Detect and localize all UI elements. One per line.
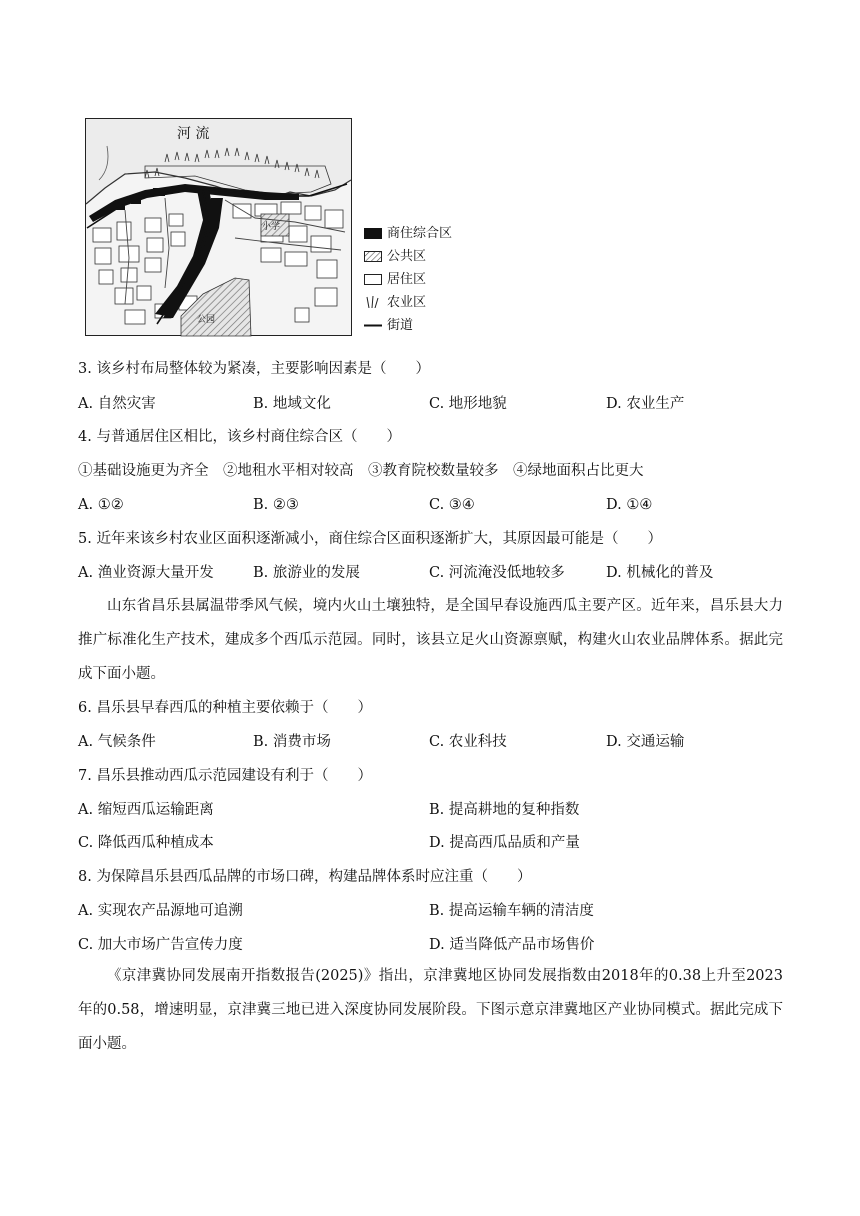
q3-option-a: A. 自然灾害 xyxy=(78,396,156,412)
q6-option-b: B. 消费市场 xyxy=(253,734,331,750)
line-symbol-icon xyxy=(364,320,382,331)
q5-stem: 5. 近年来该乡村农业区面积逐渐减小，商住综合区面积逐渐扩大，其原因最可能是（ ） xyxy=(78,531,662,547)
q4-option-d: D. ①④ xyxy=(606,497,653,513)
village-map-drawing xyxy=(85,118,353,338)
river-label: 河 流 xyxy=(177,126,210,142)
hatched-rect-icon xyxy=(364,251,382,262)
q8-option-b: B. 提高运输车辆的清洁度 xyxy=(429,903,594,919)
q6-option-d: D. 交通运输 xyxy=(606,734,685,750)
q6-stem: 6. 昌乐县早春西瓜的种植主要依赖于（ ） xyxy=(78,700,372,716)
q7-option-c: C. 降低西瓜种植成本 xyxy=(78,835,214,851)
q4-option-c: C. ③④ xyxy=(429,497,475,513)
q8-stem: 8. 为保障昌乐县西瓜品牌的市场口碑，构建品牌体系时应注重（ ） xyxy=(78,869,532,885)
q8-option-a: A. 实现农产品源地可追溯 xyxy=(78,903,243,919)
q7-option-a: A. 缩短西瓜运输距离 xyxy=(78,802,214,818)
school-label: 小学 xyxy=(262,222,281,232)
q5-option-b: B. 旅游业的发展 xyxy=(253,565,360,581)
q8-option-c: C. 加大市场广告宣传力度 xyxy=(78,937,243,953)
q3-option-c: C. 地形地貌 xyxy=(429,396,507,412)
q8-option-d: D. 适当降低产品市场售价 xyxy=(429,937,595,953)
grass-symbol-icon xyxy=(364,297,382,308)
q5-option-a: A. 渔业资源大量开发 xyxy=(78,565,214,581)
q5-option-c: C. 河流淹没低地较多 xyxy=(429,565,565,581)
q4-option-b: B. ②③ xyxy=(253,497,299,513)
passage-changle: 山东省昌乐县属温带季风气候，境内火山土壤独特，是全国早春设施西瓜主要产区。近年来，昌乐县大力推广标准化生产技术，建成多个西瓜示范园。同时，该县立足火山资源禀赋，构建火山农业品牌体系。据此完成下面小题。 xyxy=(78,598,783,682)
q7-stem: 7. 昌乐县推动西瓜示范园建设有利于（ ） xyxy=(78,768,372,784)
q4-items: ①基础设施更为齐全 ②地租水平相对较高 ③教育院校数量较多 ④绿地面积占比更大 xyxy=(78,463,644,479)
q3-stem: 3. 该乡村布局整体较为紧凑，主要影响因素是（ ） xyxy=(78,361,430,377)
q3-option-b: B. 地域文化 xyxy=(253,396,331,412)
passage-jingjinji: 《京津冀协同发展南开指数报告(2025)》指出，京津冀地区协同发展指数由2018年的0.38上升至2023年的0.58，增速明显，京津冀三地已进入深度协同发展阶段。下图示意京津冀地区产业协同模式。据此完成下面小题。 xyxy=(78,968,783,1052)
q5-option-d: D. 机械化的普及 xyxy=(606,565,714,581)
q7-option-d: D. 提高西瓜品质和产量 xyxy=(429,835,580,851)
park-label: 公园 xyxy=(197,315,216,325)
q4-option-a: A. ①② xyxy=(78,497,124,513)
q3-option-d: D. 农业生产 xyxy=(606,396,685,412)
solid-black-rect-icon xyxy=(364,228,382,239)
q6-option-c: C. 农业科技 xyxy=(429,734,507,750)
empty-rect-icon xyxy=(364,274,382,285)
q7-option-b: B. 提高耕地的复种指数 xyxy=(429,802,580,818)
q4-stem: 4. 与普通居住区相比，该乡村商住综合区（ ） xyxy=(78,429,401,445)
q6-option-a: A. 气候条件 xyxy=(78,734,156,750)
